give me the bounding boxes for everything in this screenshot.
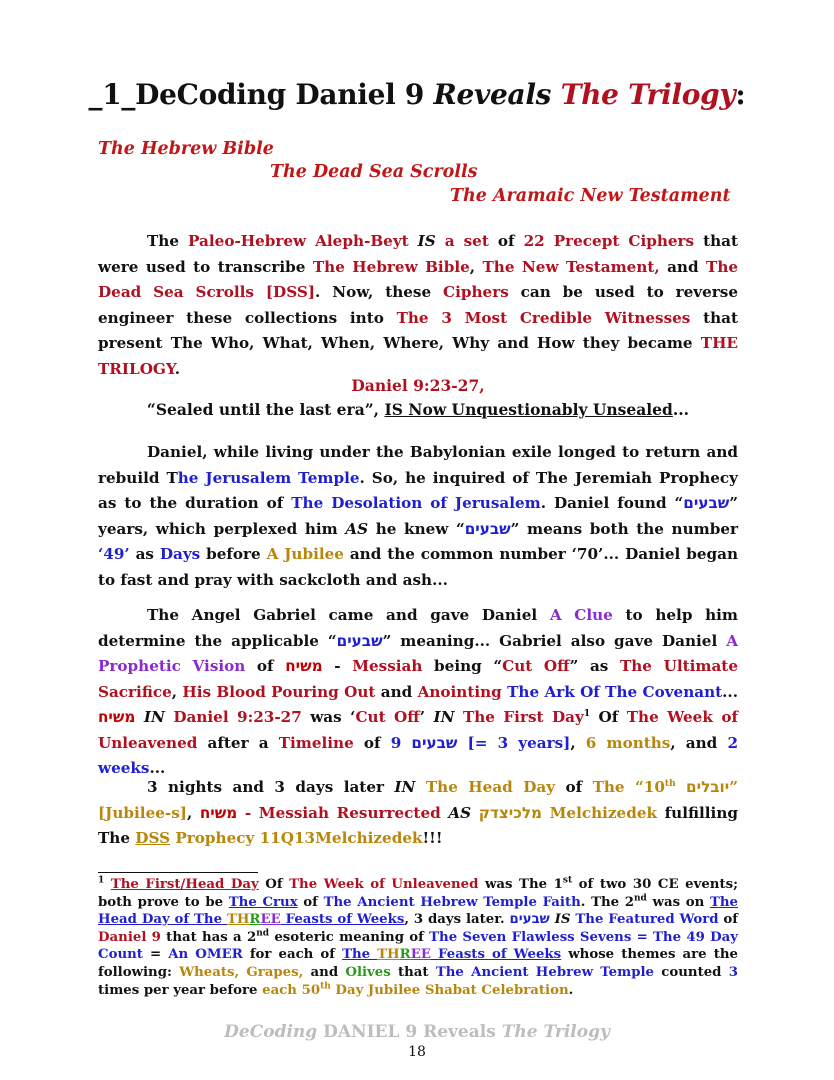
running-footer: DeCoding DANIEL 9 Reveals The Trilogy xyxy=(224,1022,610,1042)
footnote-separator xyxy=(98,872,258,873)
paragraph-intro: The Paleo-Hebrew Aleph-Beyt IS a set of 22 Precept Ciphers that were used to transcribe The Hebrew Bible, The New Testament, and The Dead Sea Scrolls [DSS]. Now, these Ciphers can be used to reverse engineer these collections into The 3 Most Credible Witnesses that present The Who, What, When, Where, Why and How they became THE TRILOGY. xyxy=(98,232,739,378)
subtitle-aramaic-nt: The Aramaic New Testament xyxy=(450,186,731,206)
subtitle-dead-sea-scrolls: The Dead Sea Scrolls xyxy=(270,162,478,182)
paragraph-daniel: Daniel, while living under the Babylonian exile longed to return and rebuild The Jerusalem Temple. So, he inquired of The Jeremiah Prophecy as to the duration of The Desolation of Jerusalem. Daniel found “שבעים” years, which perplexed him AS he knew “שבעים” means both the number ‘49’ as Days before A Jubilee and the common number ‘70’... Daniel began to fast and pray with sackcloth and ash... xyxy=(98,443,738,589)
page-title: _1_DeCoding Daniel 9 Reveals The Trilogy: xyxy=(88,78,746,111)
paragraph-gabriel: The Angel Gabriel came and gave Daniel A Clue to help him determine the applicable “שבעים” meaning... Gabriel also gave Daniel A Prophetic Vision of משיח - Messiah being “Cut Off” as The Ultimate Sacrifice, His Blood Pouring Out and Anointing The Ark Of The Covenant... משיח IN Daniel 9:23-27 was ‘Cut Off’ IN The First Day$^1$ Of The Week of Unleavened after a Timeline of 9 שבעים [= 3 years], 6 months, and 2 weeks... xyxy=(98,606,739,777)
subtitle-hebrew-bible: The Hebrew Bible xyxy=(98,139,274,159)
page-number: 18 xyxy=(408,1044,426,1060)
footnote: $^1$ The First/Head Day Of The Week of Unleavened was The 1st of two 30 CE events; both prove to be The Crux of The Ancient Hebrew Temple Faith. The 2nd was on The Head Day of The THREE Feasts of Weeks, 3 days later. שבעים IS The Featured Word of Daniel 9 that has a 2nd esoteric meaning of The Seven Flawless Sevens = The 49 Day Count = An OMER for each of The THREE Feasts of Weeks whose themes are the following: Wheats, Grapes, and Olives that The Ancient Hebrew Temple counted 3 times per year before each 50th Day Jubilee Shabat Celebration. xyxy=(98,875,739,998)
section-heading: Daniel 9:23-27, “Sealed until the last era”, IS Now Unquestionably Unsealed... xyxy=(146,376,690,419)
paragraph-resurrection: 3 nights and 3 days later IN The Head Day of The “10th יובלים” [Jubilee-s], משיח - Messiah Resurrected AS מלכיצדק Melchizedek fulfilling The DSS Prophecy 11Q13Melchizedek!!! xyxy=(98,778,738,847)
